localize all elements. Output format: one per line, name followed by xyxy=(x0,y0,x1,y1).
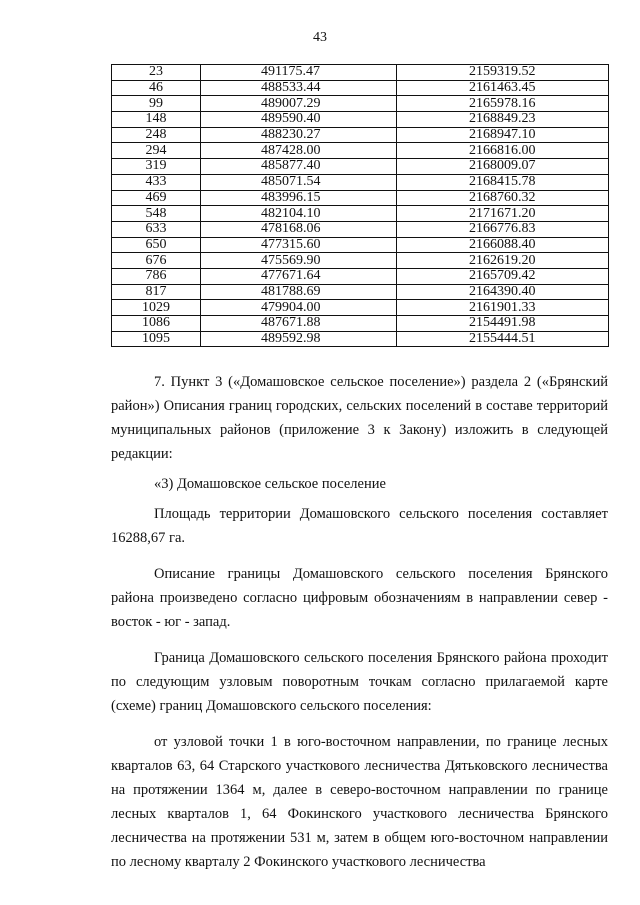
point-number-cell: 1029 xyxy=(112,300,201,316)
y-coordinate-cell: 2166776.83 xyxy=(397,221,609,237)
y-coordinate-cell: 2161901.33 xyxy=(397,300,609,316)
point-number-cell: 469 xyxy=(112,190,201,206)
point-number-cell: 1086 xyxy=(112,316,201,332)
point-number-cell: 433 xyxy=(112,174,201,190)
y-coordinate-cell: 2166816.00 xyxy=(397,143,609,159)
x-coordinate-cell: 481788.69 xyxy=(201,284,397,300)
y-coordinate-cell: 2168849.23 xyxy=(397,112,609,128)
y-coordinate-cell: 2161463.45 xyxy=(397,80,609,96)
x-coordinate-cell: 479904.00 xyxy=(201,300,397,316)
table-row xyxy=(112,127,609,143)
x-coordinate-cell: 477671.64 xyxy=(201,268,397,284)
point-number-cell: 319 xyxy=(112,159,201,175)
point-number-cell: 1095 xyxy=(112,331,201,347)
point-number-cell: 817 xyxy=(112,284,201,300)
y-coordinate-cell: 2162619.20 xyxy=(397,253,609,269)
x-coordinate-cell: 488230.27 xyxy=(201,127,397,143)
x-coordinate-cell: 488533.44 xyxy=(201,80,397,96)
paragraph-boundary: Граница Домашовского сельского поселения Брянского района проходит по следующим узловым поворотным точкам согласно прилагаемой карте (схеме) границ Домашовского сельского поселения: xyxy=(111,650,608,714)
point-number-cell: 633 xyxy=(112,221,201,237)
paragraph-description: Описание границы Домашовского сельского поселения Брянского района произведено согласно цифровым обозначениям в направлении север - восток - юг - запад. xyxy=(111,566,608,630)
table-row xyxy=(112,174,609,190)
y-coordinate-cell: 2168009.07 xyxy=(397,159,609,175)
page-number: 43 xyxy=(313,30,327,45)
table-row xyxy=(112,268,609,284)
paragraph-route: от узловой точки 1 в юго-восточном направлении, по границе лесных кварталов 63, 64 Старского участкового лесничества Дятьковского лесничества на протяжении 1364 м, далее в северо-восточном направлении по границе лесных кварталов 1, 64 Фокинского участкового лесничества Брянского лесничества на протяжении 531 м, затем в общем юго-восточном направлении по лесному кварталу 2 Фокинского участкового лесничества xyxy=(111,734,608,870)
x-coordinate-cell: 489007.29 xyxy=(201,96,397,112)
coordinates-table xyxy=(111,64,609,347)
y-coordinate-cell: 2155444.51 xyxy=(397,331,609,347)
y-coordinate-cell: 2154491.98 xyxy=(397,316,609,332)
y-coordinate-cell: 2159319.52 xyxy=(397,65,609,81)
x-coordinate-cell: 483996.15 xyxy=(201,190,397,206)
y-coordinate-cell: 2168760.32 xyxy=(397,190,609,206)
table-row xyxy=(112,221,609,237)
table-row xyxy=(112,331,609,347)
y-coordinate-cell: 2164390.40 xyxy=(397,284,609,300)
paragraph-amendment: 7. Пункт 3 («Домашовское сельское поселение») раздела 2 («Брянский район») Описания границ городских, сельских поселений в составе территорий муниципальных районов (приложение 3 к Закону) изложить в следующей редакции: xyxy=(111,374,608,462)
paragraph-area: Площадь территории Домашовского сельского поселения составляет 16288,67 га. xyxy=(111,506,608,546)
table-row xyxy=(112,206,609,222)
paragraph-heading: «3) Домашовское сельское поселение xyxy=(154,476,386,492)
x-coordinate-cell: 487671.88 xyxy=(201,316,397,332)
document-body xyxy=(111,370,608,880)
point-number-cell: 148 xyxy=(112,112,201,128)
table-row xyxy=(112,284,609,300)
y-coordinate-cell: 2168415.78 xyxy=(397,174,609,190)
x-coordinate-cell: 482104.10 xyxy=(201,206,397,222)
point-number-cell: 548 xyxy=(112,206,201,222)
table-row xyxy=(112,316,609,332)
table-row xyxy=(112,253,609,269)
table-row xyxy=(112,96,609,112)
point-number-cell: 786 xyxy=(112,268,201,284)
x-coordinate-cell: 489590.40 xyxy=(201,112,397,128)
x-coordinate-cell: 487428.00 xyxy=(201,143,397,159)
x-coordinate-cell: 475569.90 xyxy=(201,253,397,269)
y-coordinate-cell: 2165709.42 xyxy=(397,268,609,284)
y-coordinate-cell: 2165978.16 xyxy=(397,96,609,112)
x-coordinate-cell: 491175.47 xyxy=(201,65,397,81)
point-number-cell: 46 xyxy=(112,80,201,96)
coordinates-table-body xyxy=(112,65,609,347)
point-number-cell: 294 xyxy=(112,143,201,159)
x-coordinate-cell: 478168.06 xyxy=(201,221,397,237)
table-row xyxy=(112,80,609,96)
table-row xyxy=(112,300,609,316)
x-coordinate-cell: 485071.54 xyxy=(201,174,397,190)
x-coordinate-cell: 489592.98 xyxy=(201,331,397,347)
table-row xyxy=(112,237,609,253)
table-row xyxy=(112,65,609,81)
table-row xyxy=(112,190,609,206)
table-row xyxy=(112,143,609,159)
table-row xyxy=(112,112,609,128)
point-number-cell: 676 xyxy=(112,253,201,269)
point-number-cell: 248 xyxy=(112,127,201,143)
x-coordinate-cell: 477315.60 xyxy=(201,237,397,253)
y-coordinate-cell: 2168947.10 xyxy=(397,127,609,143)
point-number-cell: 650 xyxy=(112,237,201,253)
table-row xyxy=(112,159,609,175)
y-coordinate-cell: 2171671.20 xyxy=(397,206,609,222)
point-number-cell: 23 xyxy=(112,65,201,81)
y-coordinate-cell: 2166088.40 xyxy=(397,237,609,253)
x-coordinate-cell: 485877.40 xyxy=(201,159,397,175)
point-number-cell: 99 xyxy=(112,96,201,112)
